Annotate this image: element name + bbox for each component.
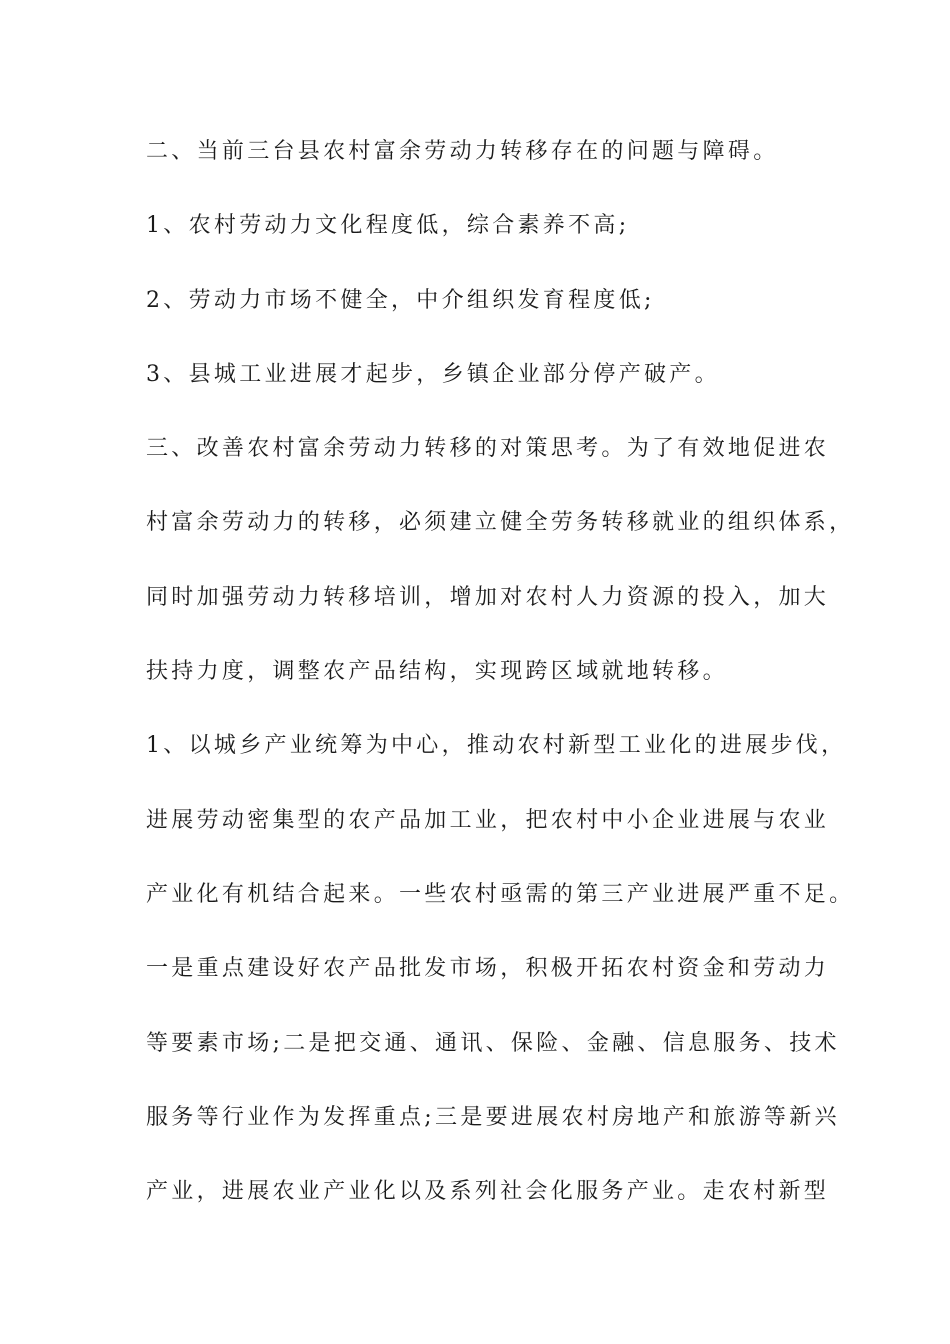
text-line: 一是重点建设好农产品批发市场，积极开拓农村资金和劳动力	[146, 956, 830, 982]
text-line: 村富余劳动力的转移，必须建立健全劳务转移就业的组织体系，	[146, 510, 855, 536]
text-line: 产业化有机结合起来。一些农村亟需的第三产业进展严重不足。	[146, 881, 855, 907]
text-line: 扶持力度，调整农产品结构，实现跨区域就地转移。	[146, 659, 728, 685]
document-body	[146, 133, 855, 1247]
text-line: 等要素市场;二是把交通、通讯、保险、金融、信息服务、技术	[146, 1030, 840, 1056]
text-line: 二、当前三台县农村富余劳动力转移存在的问题与障碍。	[146, 139, 779, 164]
text-line: 2、劳动力市场不健全，中介组织发育程度低;	[146, 287, 655, 313]
text-line: 1、农村劳动力文化程度低，综合素养不高;	[146, 213, 630, 239]
text-line: 三、改善农村富余劳动力转移的对策思考。为了有效地促进农	[146, 436, 830, 462]
text-line: 同时加强劳动力转移培训，增加对农村人力资源的投入，加大	[146, 584, 830, 610]
text-line: 1、以城乡产业统筹为中心，推动农村新型工业化的进展步伐，	[146, 733, 847, 759]
text-line: 服务等行业作为发挥重点;三是要进展农村房地产和旅游等新兴	[146, 1104, 840, 1130]
text-line: 3、县城工业进展才起步，乡镇企业部分停产破产。	[146, 361, 720, 387]
text-line: 产业，进展农业产业化以及系列社会化服务产业。走农村新型	[146, 1179, 830, 1205]
text-line: 进展劳动密集型的农产品加工业，把农村中小企业进展与农业	[146, 807, 830, 833]
